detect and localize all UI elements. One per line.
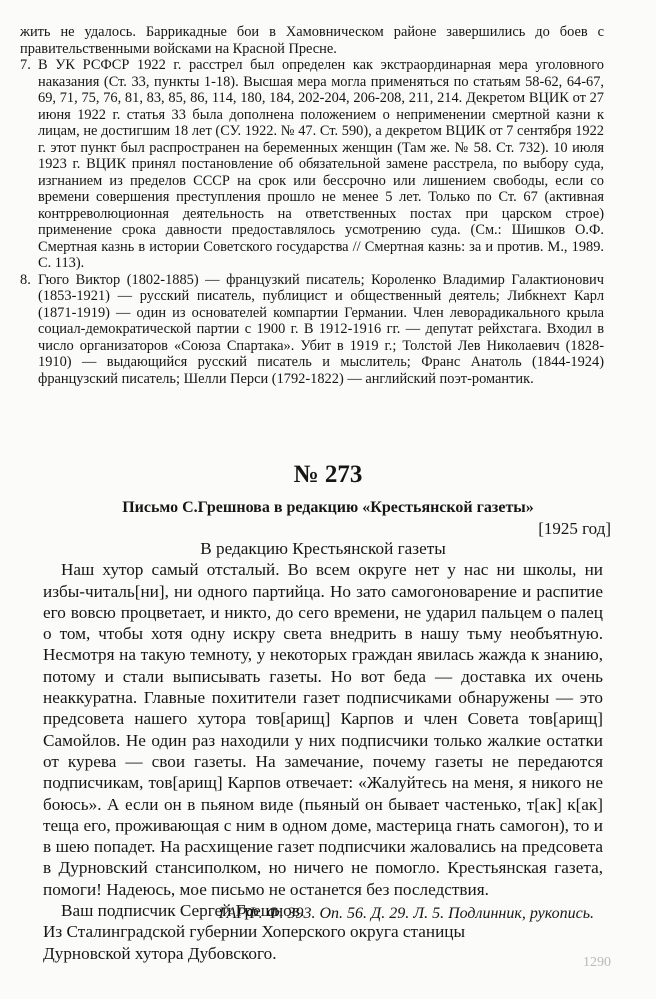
endnote-text: Гюго Виктор (1802-1885) — французкий писатель; Короленко Владимир Галактионович (1853-1921) — русский писатель, публицист и общественный деятель; Либкнехт Карл (1871-1919) — один из основателей компартии Германии. Член леворадикального крыла социал-демократической партии с 1900 г. В 1912-1916 гг. — депутат рейхстага. Входил в число организаторов «Союза Спартака». Убит в 1919 г.; Толстой Лев Николаевич (1828-1910) — выдающийся русский писатель и мыслитель; Франс Анатоль (1844-1924) французский писатель; Шелли Перси (1792-1822) — английский поэт-романтик.: [38, 271, 604, 387]
archive-source: ГАРФ. Ф. 393. Оп. 56. Д. 29. Л. 5. Подлинник, рукопись.: [218, 905, 594, 922]
endnote-text: В УК РСФСР 1922 г. расстрел был определен как экстраординарная мера уголовного наказания (Ст. 33, пункты 1-18). Высшая мера могла применяться по статьям 58-62, 64-67, 69, 71, 75, 76, 81, 83, 85, 86, 114, 180, 184, 202-204, 206-208, 211, 214. Декретом ВЦИК от 27 июня 1922 г. статья 33 была дополнена положением о неприменении смертной казни к лицам, не достигшим 18 лет (СУ. 1922. № 47. Ст. 590), а декретом ВЦИК от 7 сентября 1922 г. этот пункт был распространен на беременных женщин (Там же. № 58. Ст. 732). 10 июля 1923 г. ВЦИК принял постановление об обязательной замене расстрела, по выбору суда, изгнанием из пределов СССР на срок или бессрочно или лишением свободы, если со времени совершения преступления прошло не менее 5 лет. Только по Ст. 67 (активная контрреволюционная деятельность на ответственных постах при царском строе) применение срока давности предоставлялось усмотрению суда. (См.: Шишков О.Ф. Смертная казнь в истории Советского государства // Смертная казнь: за и против. М., 1989. С. 113).: [38, 57, 604, 271]
endnote-7: [20, 57, 604, 272]
endnote-8: [20, 272, 604, 388]
document-number: № 273: [293, 461, 363, 488]
endnotes: [20, 24, 604, 387]
endnote-number: 8.: [20, 271, 31, 288]
endnote-continuation: жить не удалось. Баррикадные бои в Хамовническом районе завершились до боев с правительственными войсками на Красной Пресне.: [20, 24, 604, 57]
document-date: [1925 год]: [538, 519, 611, 538]
letter-origin-line: Дурновской хутора Дубовского.: [43, 943, 277, 963]
endnote-number: 7.: [20, 57, 31, 73]
letter-signature: Ваш подписчик Сергей Грешнов.: [61, 901, 305, 921]
letter-address: В редакцию Крестьянской газеты: [200, 539, 446, 558]
document-title: Письмо С.Грешнова в редакцию «Крестьянской газеты»: [122, 499, 534, 516]
letter-origin-line: Из Сталинградской губернии Хоперского округа станицы: [43, 922, 466, 942]
letter-body: [43, 538, 603, 964]
page-number: 1290: [583, 955, 611, 970]
letter-text: Наш хутор самый отсталый. Во всем округе нет у нас ни школы, ни избы-читаль[ни], ни одного партийца. Но зато самогоноварение и распитие его вовсю процветает, и никто, до сего времени, не ударил пальцем о палец о том, чтобы хотя одну искру света внедрить в нашу тьму необъятную. Несмотря на такую темноту, у некоторых граждан явилась жажда к знанию, потому и стали выписывать газеты. Но вот беда — доставка их очень неаккуратна. Главные похитители газет подписчиками обнаружены — это предсовета нашего хутора тов[арищ] Карпов и член Совета тов[арищ] Самойлов. Не один раз находили у них подписчики только жалкие остатки от курева — свои газеты. На замечание, почему газеты не передаются подписчикам, тов[арищ] Карпов отвечает: «Жалуйтесь на меня, я никого не боюсь». А если он в пьяном виде (пьяный он бывает частенько, т[ак] к[ак] теща его, проживающая с ним в одном доме, мастерица гнать самогон), то и в шею попадет. На расхищение газет подписчики жаловались на предсовета в Дурновский стансиполком, но ничего не помогло. Крестьянская газета, помоги! Надеюсь, мое письмо не останется без последствия.: [43, 560, 603, 899]
